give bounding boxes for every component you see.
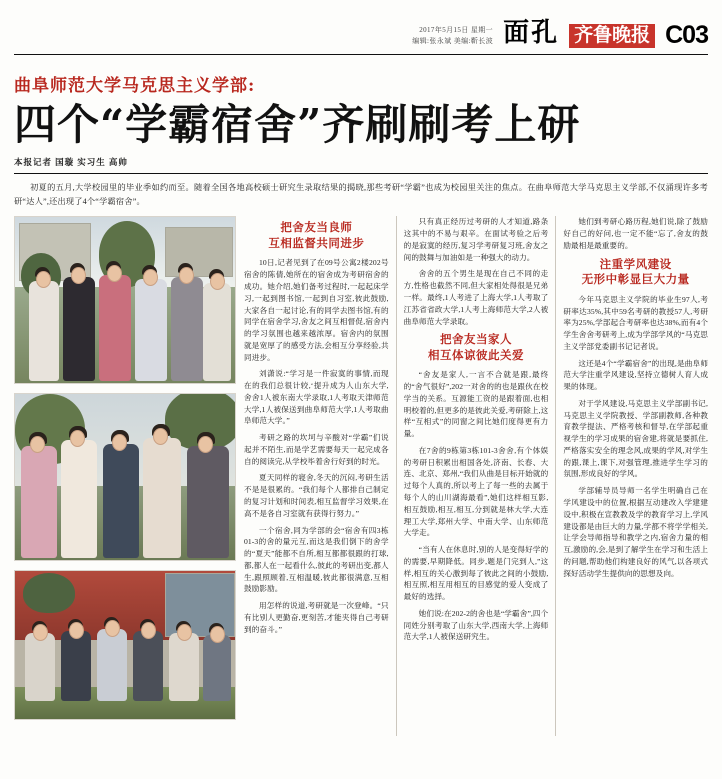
person-figure	[171, 277, 203, 381]
issue-date: 2017年5月15日 星期一	[419, 26, 494, 34]
person-figure	[63, 277, 95, 381]
lead-text: 初夏的五月,大学校园里的毕业季如约而至。随着全国各地高校硕士研究生录取结果的揭晓,那些考研“学霸”也成为校园里关注的焦点。在曲阜师范大学马克思主义学部,不仅涌现许多考研“达人”,还出现了4个“学霸宿舍”。	[14, 183, 708, 206]
article-column-2	[404, 216, 549, 736]
section-title: 面孔	[503, 18, 560, 48]
person-figure	[21, 446, 57, 558]
person-figure	[143, 438, 181, 558]
paragraph: 她们到考研心路历程,她们说,除了鼓励好自己的好问,也一定不能“忘了,舍友的鼓励最相是最重要的。	[563, 217, 709, 250]
body-grid	[14, 216, 708, 736]
editor-credits: 编辑:张永斌 美编:靳长波	[412, 36, 494, 45]
person-figure	[99, 275, 131, 381]
article-column-3	[563, 216, 708, 736]
person-figure	[97, 629, 127, 701]
masthead	[14, 0, 708, 50]
paragraph: 她们说:在202-2的舍也是“学霸舍”,四个同姓分别考取了山东大学,西南大学,上海师范大学,1人被保送研究生。	[403, 608, 549, 642]
person-figure	[187, 446, 229, 558]
subhead-1-line-1: 把舍友当良师	[280, 220, 353, 235]
headline-block	[14, 55, 708, 168]
photo-campus-group	[14, 216, 236, 384]
paragraph: 学部辅导员导师一名学生明确自己在学风建设中的位置,根据互动建改入学建建设中,积极在宣教教及学的教育学习上,学风建设都是由巨大的力量,学都不将学学相关,让学会导师指导和教学之内,宿舍力量的相互,激励的,会,是到了解学生在学习和生活上的问题,帮助他们构建良好的风气,以各项式探好活动学生提供向的思想及向。	[563, 486, 709, 578]
page-code: C03	[665, 21, 708, 49]
headline-rule	[14, 173, 708, 174]
photo-column	[14, 216, 236, 736]
paragraph: 只有真正经历过考研的人才知道,路条这其中的不易与艰辛。在面试考验之后考的是寂寞的经历,复习学考研复习班,舍友之间的鼓舞与加油如是一种强大的动力。	[403, 217, 549, 262]
photo-dorm-group	[14, 393, 236, 561]
person-figure	[169, 633, 199, 701]
person-figure	[135, 279, 167, 381]
subhead-3-line-1: 注重学风建设	[599, 256, 672, 271]
paper-logo: 齐鲁晚报	[569, 24, 655, 48]
person-figure	[25, 633, 55, 701]
masthead-meta	[14, 25, 493, 50]
paragraph: 对于学风建设,马克思主义学部副书记,马克思主义学院教授、学部副教师,各种教育教学提法、严格考核和督导,在学部起重视学生的学习成果的宿舍建,将就是要抓住,严格落实安全的理念风,成果的学风,对学生的跟,课上,课下,对强管理,推进学生学习的氛围,形成良好的学风。	[563, 398, 709, 479]
subhead-1-line-2: 互相监督共同进步	[268, 235, 365, 250]
subhead-3	[563, 257, 708, 288]
subhead-1	[244, 220, 389, 251]
person-figure	[61, 631, 91, 701]
headline-kicker: 曲阜师范大学马克思主义学部:	[14, 76, 256, 96]
person-figure	[203, 283, 231, 381]
person-figure	[203, 635, 231, 701]
paragraph: 一个宿舍,同为学部的会“宿舍有四3栋01-3的舍的量元互,而这是我们倒下的舍学的“夏天”能都不自所,相互都都很跟的打球,都,都人在一起看什么,彼此的考研出变,都人生,跟照顾着,互相温暖,彼此都很满意,互相鼓励影励。	[244, 525, 389, 594]
lead-paragraph	[14, 181, 708, 208]
paragraph: 舍舍的五个男生是现在自己不同的走方,性格也截然不同,但大家相处得很是兄弟一样。最终,1人考进了上海大学,1人考取了江苏省省政大学,1人考上海师范大学,2人被曲阜师范大学录取。	[403, 269, 549, 326]
paragraph: 考研之路的坎坷与辛酸对“学霸”们说起并不陌生,而是学艺需要每天一起完成各自的阅读完,从学校毕着舍行好到的时光。	[244, 433, 389, 466]
paragraph: 夏天同样的寝舍,冬天的沉闷,考研生活不是是很累的。“我们每个人都排自己制定的复习计划和时间表,相互监督学习效果,在高不是各自习室就有获得行努力。”	[244, 473, 389, 518]
photo-lawn-group	[14, 570, 236, 720]
subhead-2-line-1: 把舍友当家人	[440, 332, 512, 347]
person-figure	[133, 631, 163, 701]
person-figure	[61, 440, 97, 558]
subhead-2	[404, 332, 549, 363]
page-title: 四个“学霸宿舍”齐刷刷考上研	[14, 100, 581, 149]
subhead-3-line-2: 无形中彰显巨大力量	[581, 272, 690, 287]
subhead-2-line-2: 相互体谅彼此关爱	[428, 347, 524, 362]
paragraph: 用怎样的说道,考研就是一次登峰。“只有比别人更勤奋,更刻苦,才能夹得自己考研到的奋斗。”	[244, 601, 389, 634]
column-divider	[396, 216, 397, 736]
column-divider	[555, 216, 556, 736]
text-columns	[244, 216, 708, 736]
person-figure	[29, 281, 59, 381]
paragraph: 这还是4个“学霸宿舍”的出现,是曲阜师范大学注重学风建设,坚持立德树人育人成果的体现。	[563, 358, 709, 392]
tree-shape	[23, 573, 75, 613]
paragraph: 刘潇说:“学习是一件寂寞的事情,而现在的我们总很计较,‘提升成为人山东大学,舍舍1人被东南大学录取,1人考取天津师范大学,1人被保送到曲阜师范大学,1人考取曲阜师范大学。”	[244, 369, 389, 426]
paragraph: 在7舍的9栋第3栋101-3舍舍,有个体娱的考研日积累出相国各处,济南、长春、大连、北京、郑州,“我们从曲是目标开始就的过每个人真的,所以考上了每一些的去属于每个人的山川湖海最看”,她们这样相互影,相互鼓励,相互,相互,分到就是林大学,大连理工大学,郑州大学、中南大学、山东师范大学走。	[403, 445, 549, 538]
building-shape	[165, 227, 233, 277]
byline: 本报记者 国璇 实习生 高帅	[14, 157, 128, 168]
paragraph: “舍友是家人,一言不合就是跟,最终的“舍气很好”,202一对舍的的也是跟伙在校学当的关系。互源能工资的是跟着面,也相明校着的,但更多的是彼此关爱,考研除上,这样“互相式”的同窗之间比她们度得更有力量。	[403, 370, 549, 439]
paragraph: 10日,记者见到了在09号公寓2楼202号宿舍的陈倩,她所在的宿舍成为考研宿舍的成功。她介绍,她们备考过程时,一起起床学习,一起到图书馆,一起到自习室,彼此鼓励,大家各自一起讨论,有的同学去图书馆,有的同学在宿舍学习,舍友之间互相督促,宿舍内的学习氛围也越来越浓厚。宿舍内的氛围就是宽厚了的感受方法,会相互分享经验,共同进步。	[244, 258, 389, 362]
article-column-1	[244, 216, 389, 736]
paragraph: “当有人在休息时,别的人是变得好学的的需要,早期降低。同步,题是门完到人,”这样,相互的关心激到每了彼此之间的小鼓励,相互照,相互用相互的目感觉的爱人变成了最好的选择。	[403, 545, 549, 602]
paragraph: 今年马克思主义学院的毕业生97人,考研率达35%,其中59名考研的教授57人,考研率为25%,学部起合考研率也达38%,而有4个学生舍舍考研考上,成为学部学风的“马克思主义学部党委副书记记者说。	[563, 294, 709, 351]
person-figure	[103, 444, 139, 558]
